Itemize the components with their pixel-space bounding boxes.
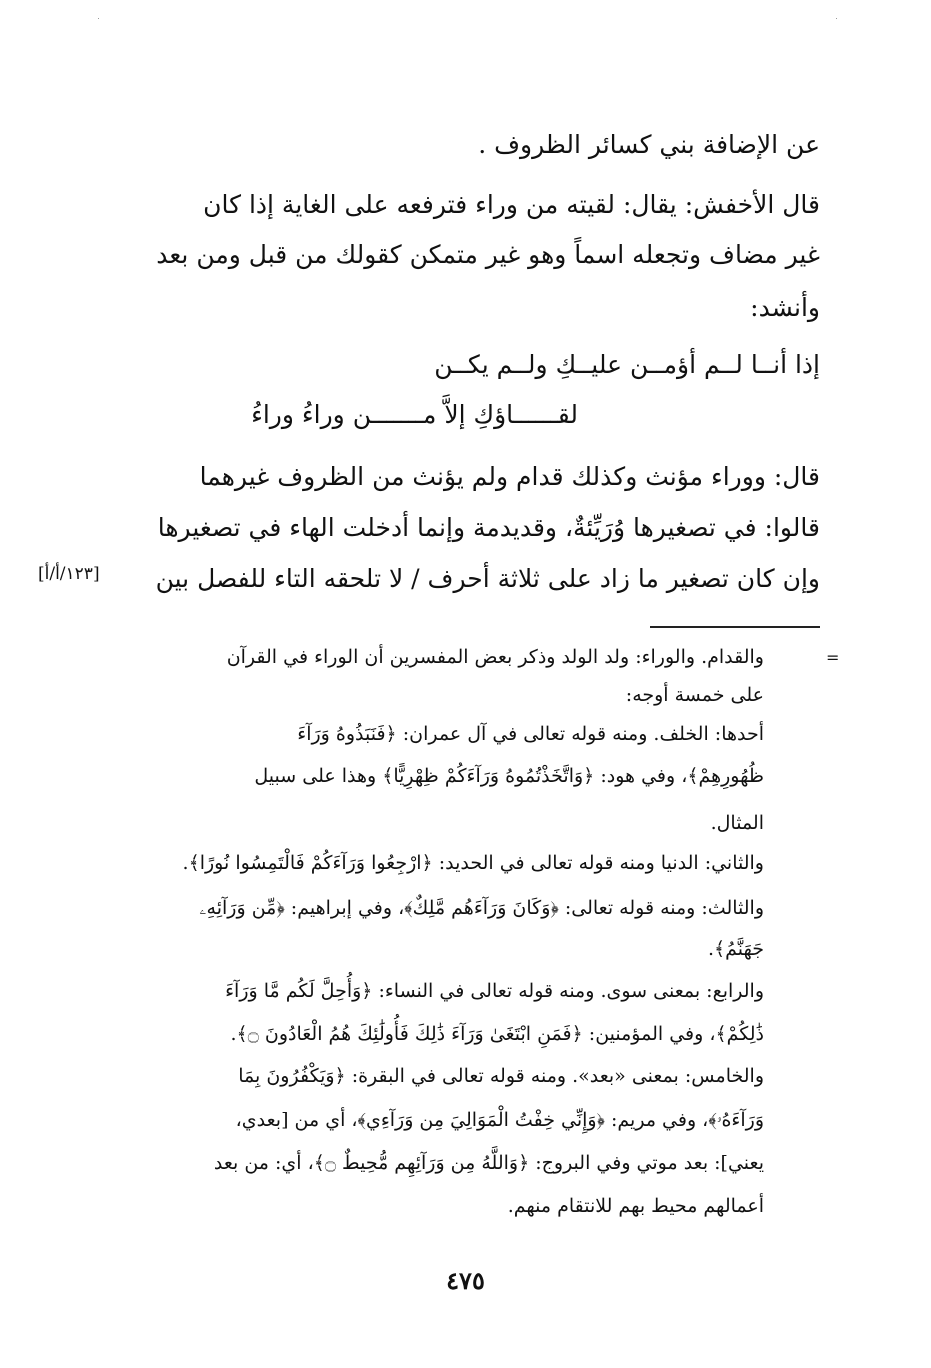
- poem-hemistich-1: إذا أنــا لــم أؤمــن عليــكِ ولــم يكــن: [434, 350, 820, 379]
- main-line-2: قال الأخفش: يقال: لقيته من وراء فترفعه على الغاية إذا كان: [203, 190, 820, 219]
- footnote-line-9: والرابع: بمعنى سوى. ومنه قوله تعالى في النساء: ﴿وَأُحِلَّ لَكُم مَّا وَرَآءَ: [225, 980, 764, 1002]
- footnote-line-12: وَرَآءَهُۥ﴾، وفي مريم: ﴿وَإِنِّي خِفْتُ الْمَوَالِيَ مِن وَرَآءِي﴾، أي من [بعدي،: [235, 1109, 764, 1131]
- footnote-line-8: جَهَنَّمُ﴾.: [707, 938, 764, 960]
- main-line-1: عن الإضافة بني كسائر الظروف .: [478, 130, 820, 159]
- footnote-line-14: أعمالهم محيط بهم للانتقام منهم.: [507, 1195, 764, 1217]
- footnote-line-1: والقدام. والوراء: ولد الولد وذكر بعض المفسرين أن الوراء في القرآن: [226, 646, 764, 668]
- main-line-4: وأنشد:: [750, 293, 820, 322]
- crop-mark: [836, 18, 837, 19]
- continuation-mark: =: [826, 648, 840, 667]
- poem-hemistich-2: لقــــــاؤكِ إلاَّ مـــــــن وراءُ وراءُ: [251, 400, 578, 429]
- crop-mark: [98, 18, 99, 19]
- footnote-line-7: والثالث: ومنه قوله تعالى: ﴿وَكَانَ وَرَآءَهُم مَّلِكٌ﴾، وفي إبراهيم: ﴿مِّن وَرَآئِهِۦ: [199, 897, 764, 919]
- footnote-line-11: والخامس: بمعنى «بعد». ومنه قوله تعالى في البقرة: ﴿وَيَكْفُرُونَ بِمَا: [238, 1065, 764, 1087]
- footnote-line-6: والثاني: الدنيا ومنه قوله تعالى في الحديد: ﴿ارْجِعُوا وَرَآءَكُمْ فَالْتَمِسُوا نُورًا﴾.: [182, 852, 764, 874]
- footnote-line-10: ذَٰلِكُمْ﴾، وفي المؤمنين: ﴿فَمَنِ ابْتَغَىٰ وَرَآءَ ذَٰلِكَ فَأُولَٰئِكَ هُمُ الْعَادُونَ ۝﴾.: [230, 1023, 764, 1045]
- footnote-line-2: على خمسة أوجه:: [625, 684, 764, 706]
- footnote-line-3: أحدها: الخلف. ومنه قوله تعالى في آل عمران: ﴿فَنَبَذُوهُ وَرَآءَ: [297, 723, 764, 745]
- footnote-line-4: ظُهُورِهِمْ﴾، وفي هود: ﴿وَاتَّخَذْتُمُوهُ وَرَآءَكُمْ ظِهْرِيًّا﴾ وهذا على سبيل: [254, 765, 764, 787]
- main-line-5: قال: ووراء مؤنث وكذلك قدام ولم يؤنث من الظروف غيرهما: [199, 462, 820, 491]
- main-line-6: قالوا: في تصغيرها وُرَيِّئةٌ، وقديدمة وإنما أدخلت الهاء في تصغيرها: [157, 513, 820, 542]
- main-line-7: وإن كان تصغير ما زاد على ثلاثة أحرف / لا تلحقه التاء للفصل بين: [155, 564, 820, 593]
- main-line-3: غير مضاف وتجعله اسماً وهو غير متمكن كقولك من قبل ومن بعد: [156, 240, 820, 269]
- page-number: ٤٧٥: [446, 1266, 485, 1295]
- footnote-line-13: يعني]: بعد موتي وفي البروج: ﴿وَاللَّهُ مِن وَرَآئِهِم مُّحِيطٌ ۝﴾، أي: من بعد: [213, 1152, 764, 1174]
- footnote-separator: [650, 626, 820, 628]
- margin-folio-reference: [١٢٣/أ/أ]: [38, 564, 100, 584]
- footnote-line-5: المثال.: [710, 812, 764, 834]
